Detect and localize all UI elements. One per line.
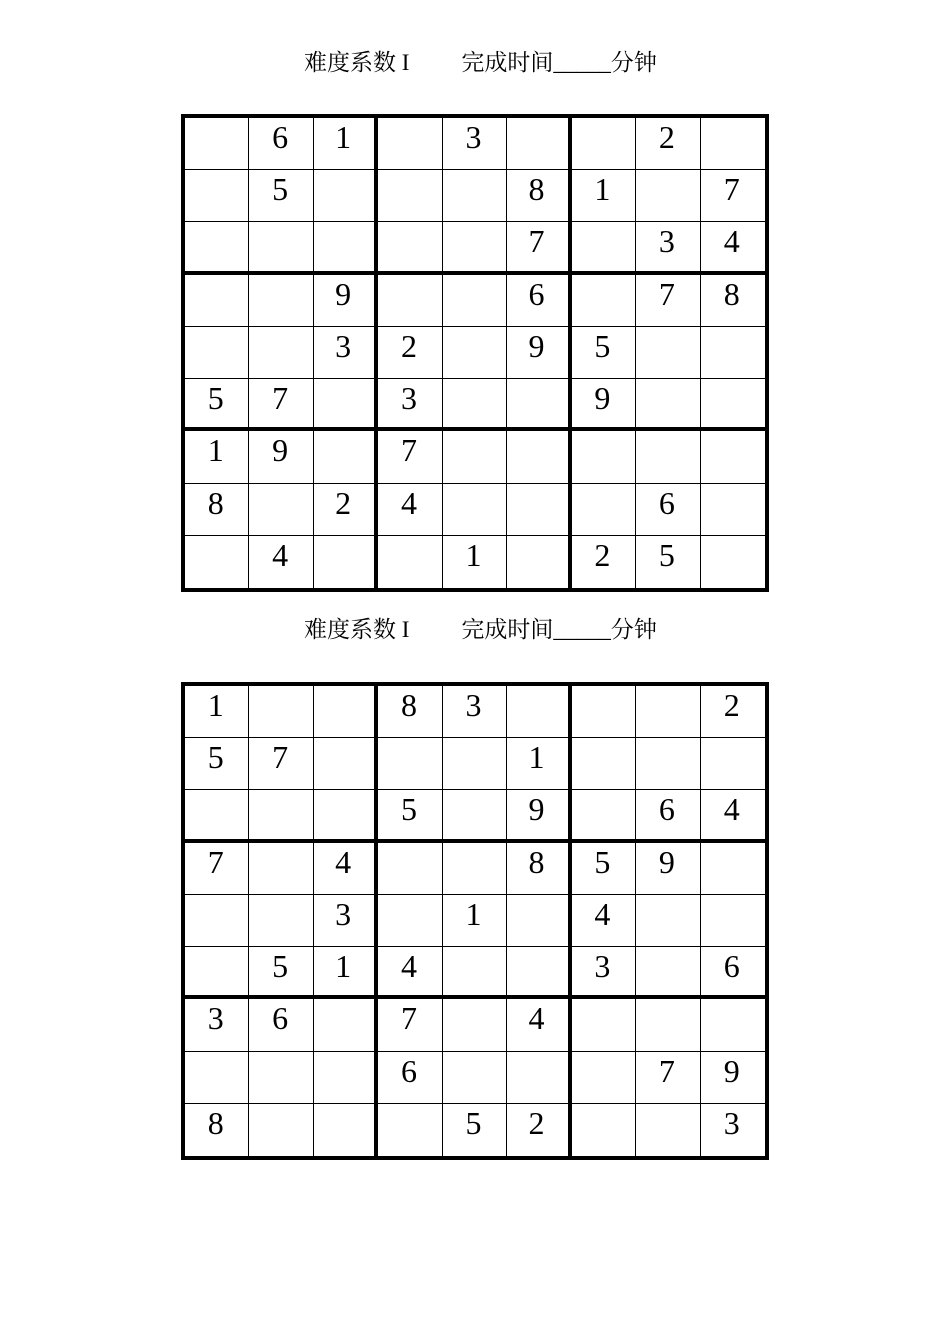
sudoku-cell[interactable]: 3 [636,222,700,274]
sudoku-cell[interactable] [443,947,507,999]
sudoku-cell[interactable] [378,118,442,170]
sudoku-cell[interactable]: 3 [185,999,249,1051]
sudoku-cell[interactable] [378,275,442,327]
sudoku-grid-2 [181,682,769,1160]
sudoku-cell[interactable] [701,484,765,536]
sudoku-cell[interactable]: 2 [507,1104,571,1156]
puzzle-1-header [304,48,657,78]
puzzle-1-time-field: 完成时间_____分钟 [461,50,657,75]
sudoku-cell[interactable]: 6 [701,947,765,999]
sudoku-cell[interactable]: 7 [249,379,313,431]
sudoku-cell[interactable] [443,484,507,536]
sudoku-cell[interactable] [185,170,249,222]
sudoku-cell[interactable] [249,790,313,842]
sudoku-cell[interactable]: 5 [572,327,636,379]
sudoku-cell[interactable] [185,1052,249,1104]
sudoku-cell[interactable]: 5 [636,536,700,588]
sudoku-cell[interactable] [507,895,571,947]
sudoku-cell[interactable] [701,431,765,483]
sudoku-cell[interactable]: 2 [701,686,765,738]
sudoku-cell[interactable]: 9 [507,790,571,842]
sudoku-cell[interactable] [507,431,571,483]
sudoku-cell[interactable] [636,947,700,999]
sudoku-cell[interactable]: 3 [723,1104,740,1141]
sudoku-cell[interactable] [314,686,378,738]
sudoku-cell[interactable]: 5 [249,170,313,222]
sudoku-cell[interactable] [572,1104,636,1156]
sudoku-cell[interactable] [378,1104,442,1156]
sudoku-cell[interactable] [636,1104,700,1156]
sudoku-cell[interactable]: 9 [507,327,571,379]
sudoku-cell[interactable] [443,1052,507,1104]
sudoku-cell[interactable] [249,1104,313,1156]
sudoku-cell[interactable] [249,1052,313,1104]
sudoku-cell[interactable] [507,686,571,738]
sudoku-cell[interactable] [314,999,378,1051]
sudoku-cell[interactable] [572,222,636,274]
sudoku-cell[interactable]: 7 [701,170,765,222]
sudoku-cell[interactable]: 3 [314,895,378,947]
sudoku-cell[interactable] [185,275,249,327]
sudoku-cell[interactable] [443,327,507,379]
sudoku-cell[interactable] [443,431,507,483]
sudoku-cell[interactable]: 9 [314,275,378,327]
sudoku-cell[interactable]: 5 [185,738,249,790]
sudoku-cell[interactable] [378,170,442,222]
sudoku-cell[interactable]: 1 [185,686,249,738]
sudoku-cell[interactable]: 2 [572,536,636,588]
sudoku-cell[interactable]: 1 [314,118,378,170]
sudoku-cell[interactable]: 8 [378,686,442,738]
sudoku-cell[interactable] [443,379,507,431]
sudoku-cell[interactable] [572,738,636,790]
sudoku-cell[interactable]: 4 [249,536,313,588]
sudoku-cell[interactable] [185,947,249,999]
sudoku-cell[interactable]: 6 [378,1052,442,1104]
sudoku-cell[interactable] [507,1052,571,1104]
sudoku-cell[interactable] [507,379,571,431]
sudoku-cell[interactable] [378,738,442,790]
puzzle-2-header [304,615,657,645]
sudoku-cell[interactable] [701,379,765,431]
sudoku-cell[interactable] [185,222,249,274]
sudoku-cell[interactable] [314,222,378,274]
sudoku-cell[interactable]: 7 [378,431,442,483]
sudoku-cell[interactable] [443,170,507,222]
sudoku-cell[interactable] [185,327,249,379]
sudoku-cell[interactable]: 8 [507,170,571,222]
sudoku-cell[interactable]: 3 [378,379,442,431]
sudoku-cell[interactable] [572,431,636,483]
sudoku-cell[interactable] [249,327,313,379]
sudoku-grid-1 [181,114,769,592]
sudoku-cell[interactable]: 1 [443,895,507,947]
sudoku-cell[interactable]: 6 [507,275,571,327]
sudoku-cell[interactable]: 4 [572,895,636,947]
sudoku-cell[interactable]: 6 [249,118,313,170]
sudoku-cell[interactable] [378,222,442,274]
sudoku-cell[interactable]: 3 [443,686,507,738]
sudoku-cell[interactable] [701,843,765,895]
sudoku-cell[interactable] [443,738,507,790]
sudoku-cell[interactable]: 4 [701,790,765,842]
sudoku-cell[interactable] [636,379,700,431]
sudoku-cell[interactable] [701,895,765,947]
sudoku-cell[interactable] [185,895,249,947]
sudoku-cell[interactable] [314,1104,378,1156]
sudoku-cell[interactable]: 5 [185,379,249,431]
sudoku-cell[interactable] [314,790,378,842]
sudoku-cell[interactable] [701,738,765,790]
sudoku-cell[interactable] [314,379,378,431]
sudoku-cell[interactable]: 4 [701,222,765,274]
sudoku-cell[interactable] [636,895,700,947]
sudoku-cell[interactable]: 5 [572,843,636,895]
sudoku-cell[interactable]: 1 [507,738,571,790]
sudoku-cell[interactable] [185,118,249,170]
sudoku-cell[interactable] [701,536,765,588]
sudoku-cell[interactable]: 8 [185,484,249,536]
sudoku-cell[interactable]: 7 [636,275,700,327]
puzzle-2-time-field: 完成时间_____分钟 [461,617,657,642]
sudoku-cell[interactable] [185,790,249,842]
sudoku-cell[interactable] [249,895,313,947]
sudoku-cell[interactable]: 7 [185,843,249,895]
sudoku-cell[interactable] [572,275,636,327]
sudoku-cell[interactable] [443,843,507,895]
sudoku-cell[interactable] [572,484,636,536]
sudoku-cell[interactable] [572,999,636,1051]
sudoku-cell[interactable] [701,999,765,1051]
sudoku-cell[interactable]: 5 [249,947,313,999]
sudoku-cell[interactable] [249,686,313,738]
sudoku-cell[interactable]: 6 [636,790,700,842]
sudoku-cell[interactable] [314,536,378,588]
sudoku-cell[interactable]: 1 [572,170,636,222]
sudoku-cell[interactable] [249,275,313,327]
sudoku-cell[interactable] [636,327,700,379]
sudoku-cell[interactable]: 9 [701,1052,765,1104]
sudoku-cell[interactable] [443,222,507,274]
sudoku-cell[interactable] [185,536,249,588]
sudoku-cell[interactable] [249,484,313,536]
sudoku-cell[interactable] [314,1052,378,1104]
sudoku-cell[interactable]: 1 [185,431,249,483]
puzzle-1-difficulty: 难度系数 I [304,50,410,75]
sudoku-cell[interactable] [572,118,636,170]
sudoku-cell[interactable]: 9 [636,843,700,895]
sudoku-cell[interactable] [249,843,313,895]
sudoku-cell[interactable]: 5 [443,1104,507,1156]
sudoku-cell[interactable] [636,686,700,738]
sudoku-cell[interactable]: 7 [507,222,571,274]
sudoku-cell[interactable]: 1 [314,947,378,999]
sudoku-cell[interactable] [636,431,700,483]
sudoku-cell[interactable]: 5 [378,790,442,842]
sudoku-cell[interactable]: 7 [249,738,313,790]
sudoku-cell[interactable]: 6 [249,999,313,1051]
sudoku-cell[interactable] [701,118,765,170]
sudoku-cell[interactable] [507,536,571,588]
sudoku-cell[interactable]: 4 [507,999,571,1051]
sudoku-cell[interactable] [507,947,571,999]
sudoku-cell[interactable] [572,686,636,738]
sudoku-cell[interactable]: 3 [572,947,636,999]
sudoku-cell[interactable]: 2 [378,327,442,379]
sudoku-cell[interactable]: 8 [701,275,765,327]
sudoku-cell[interactable] [443,999,507,1051]
sudoku-cell[interactable]: 9 [572,379,636,431]
sudoku-cell[interactable]: 9 [249,431,313,483]
sudoku-cell[interactable] [507,118,571,170]
sudoku-cell[interactable]: 7 [378,999,442,1051]
sudoku-cell[interactable] [378,843,442,895]
sudoku-cell[interactable] [701,327,765,379]
sudoku-cell[interactable] [636,738,700,790]
sudoku-cell[interactable]: 8 [185,1104,249,1156]
sudoku-cell[interactable] [636,170,700,222]
sudoku-cell[interactable] [314,170,378,222]
sudoku-cell[interactable]: 2 [636,118,700,170]
sudoku-cell[interactable] [378,536,442,588]
sudoku-cell[interactable]: 7 [636,1052,700,1104]
sudoku-cell[interactable]: 4 [378,947,442,999]
puzzle-2-difficulty: 难度系数 I [304,617,410,642]
sudoku-cell[interactable] [378,895,442,947]
sudoku-cell[interactable] [636,999,700,1051]
sudoku-cell[interactable]: 3 [443,118,507,170]
sudoku-cell[interactable]: 6 [636,484,700,536]
sudoku-cell[interactable] [314,431,378,483]
sudoku-cell[interactable]: 8 [507,843,571,895]
sudoku-cell[interactable] [572,790,636,842]
sudoku-cell[interactable]: 3 [314,327,378,379]
sudoku-cell[interactable]: 4 [314,843,378,895]
sudoku-cell[interactable]: 2 [314,484,378,536]
sudoku-cell[interactable] [443,275,507,327]
sudoku-cell[interactable]: 4 [378,484,442,536]
sudoku-cell[interactable] [314,738,378,790]
sudoku-cell[interactable] [249,222,313,274]
sudoku-cell[interactable] [443,790,507,842]
sudoku-cell[interactable]: 1 [443,536,507,588]
sudoku-cell[interactable] [572,1052,636,1104]
sudoku-cell[interactable] [507,484,571,536]
